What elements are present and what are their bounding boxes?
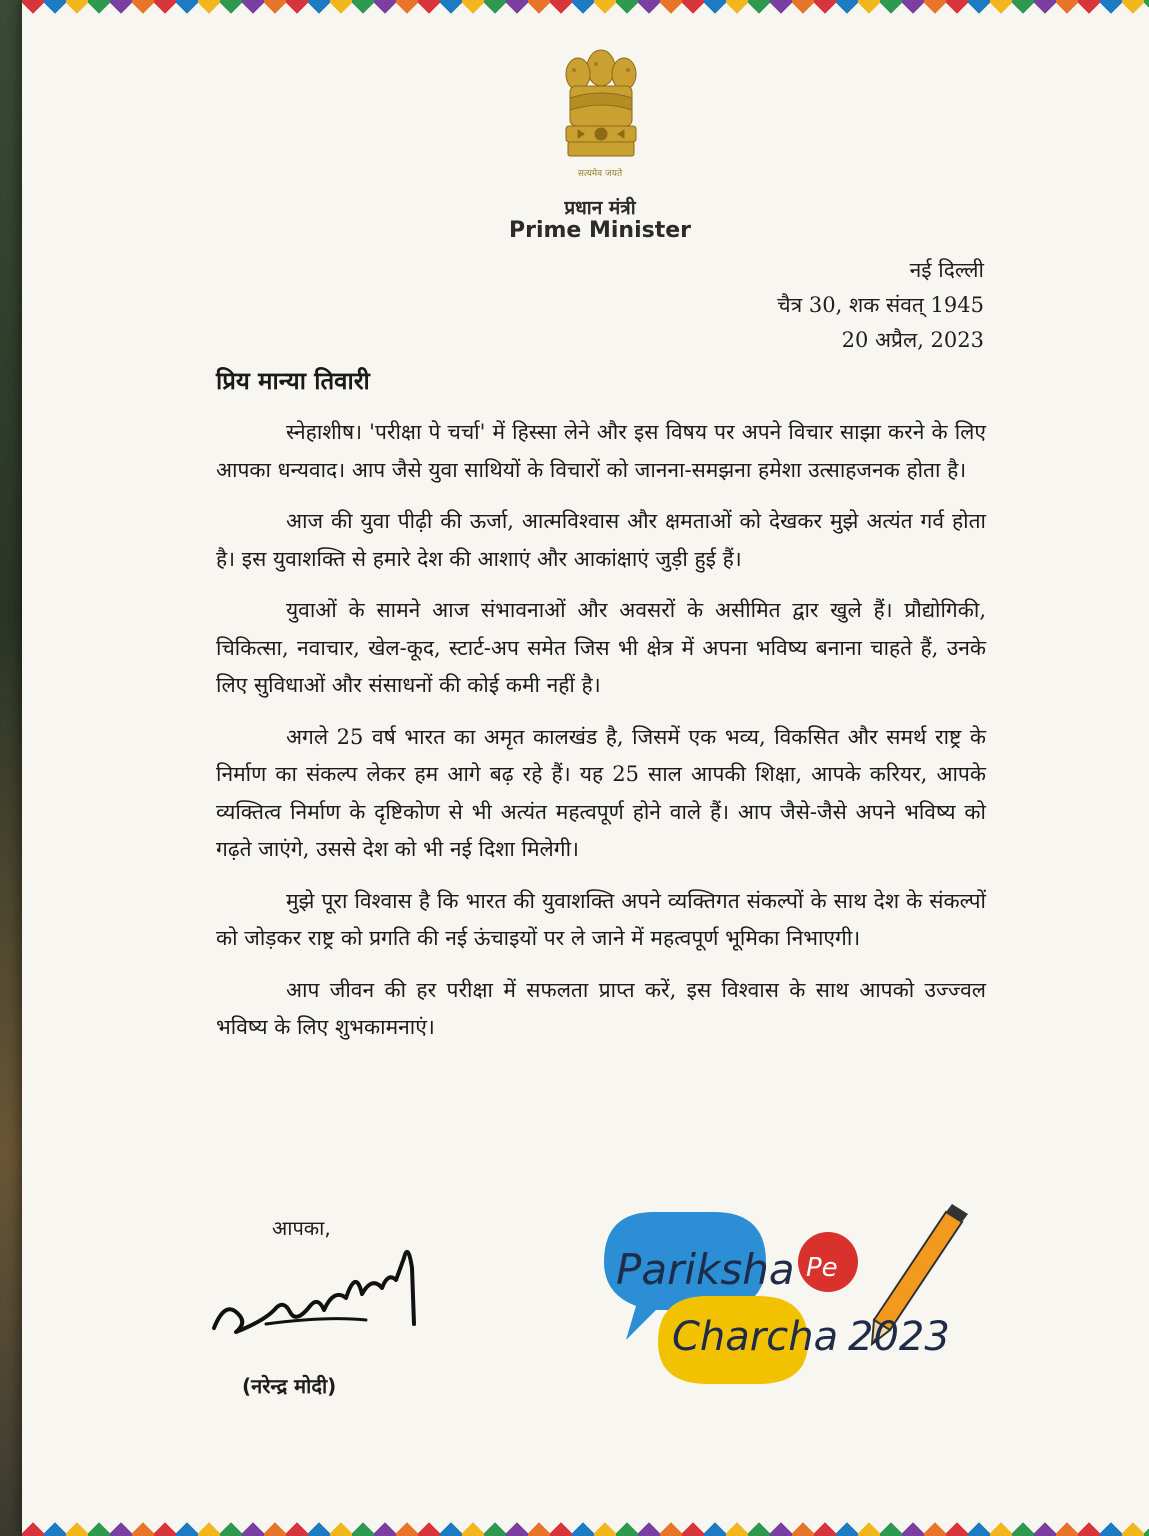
decorative-border-bottom (22, 1508, 1149, 1536)
letter-body (216, 414, 986, 1061)
decorative-border-top (22, 0, 1149, 28)
logo-word-pe: Pe (806, 1253, 838, 1283)
signature-image (206, 1228, 426, 1358)
letter-paragraph: आज की युवा पीढ़ी की ऊर्जा, आत्मविश्वास और क्षमताओं को देखकर मुझे अत्यंत गर्व होता है। इस युवाशक्ति से हमारे देश की आशाएं और आकांक्षाएं जुड़ी हुई हैं। (216, 509, 986, 571)
letter-paragraph: युवाओं के सामने आज संभावनाओं और अवसरों के असीमित द्वार खुले हैं। प्रौद्योगिकी, चिकित्सा, नवाचार, खेल-कूद, स्टार्ट-अप समेत जिस भी क्षेत्र में अपना भविष्य बनाना चाहते हैं, उनके लिए सुविधाओं और संसाधनों की कोई कमी नहीं है। (216, 598, 986, 697)
date-saka: चैत्र 30, शक संवत् 1945 (777, 293, 984, 317)
letter-paragraph: अगले 25 वर्ष भारत का अमृत कालखंड है, जिसमें एक भव्य, विकसित और समर्थ राष्ट्र के निर्माण का संकल्प लेकर हम आगे बढ़ रहे हैं। यह 25 साल आपकी शिक्षा, आपके करियर, आपके व्यक्तित्व निर्माण के दृष्टिकोण से भी अत्यंत महत्वपूर्ण होने वाले हैं। आप जैसे-जैसे अपने भविष्य को गढ़ते जाएंगे, उससे देश को भी नई दिशा मिलेगी। (216, 724, 986, 861)
emblem-motto: सत्यमेव जयते (577, 169, 623, 179)
letter-paragraph: आप जीवन की हर परीक्षा में सफलता प्राप्त करें, इस विश्वास के साथ आपको उज्ज्वल भविष्य के लिए शुभकामनाएं। (216, 977, 986, 1039)
pariksha-pe-charcha-logo (596, 1192, 976, 1392)
letter-paragraph: स्नेहाशीष। 'परीक्षा पे चर्चा' में हिस्सा लेने और इस विषय पर अपने विचार साझा करने के लिए आपका धन्यवाद। आप जैसे युवा साथियों के विचारों को जानना-समझना हमेशा उत्साहजनक होता है। (216, 420, 986, 482)
logo-word-pariksha: Pariksha (616, 1245, 795, 1294)
date-gregorian: 20 अप्रैल, 2023 (841, 328, 984, 352)
office-title-hindi: प्रधान मंत्री (564, 197, 636, 219)
signatory-name: (नरेन्द्र मोदी) (242, 1374, 337, 1398)
logo-word-charcha: Charcha (672, 1314, 839, 1360)
national-emblem-icon (556, 38, 646, 178)
salutation: प्रिय मान्या तिवारी (216, 366, 370, 395)
letter-paragraph: मुझे पूरा विश्वास है कि भारत की युवाशक्ति अपने व्यक्तिगत संकल्पों के साथ देश के संकल्पों को जोड़कर राष्ट्र को प्रगति की नई ऊंचाइयों पर ले जाने में महत्वपूर्ण भूमिका निभाएगी। (216, 888, 986, 950)
closing-phrase: आपका, (272, 1216, 331, 1240)
office-title-english: Prime Minister (508, 218, 692, 243)
logo-year: 2023 (848, 1314, 950, 1360)
date-place: नई दिल्ली (909, 258, 984, 282)
